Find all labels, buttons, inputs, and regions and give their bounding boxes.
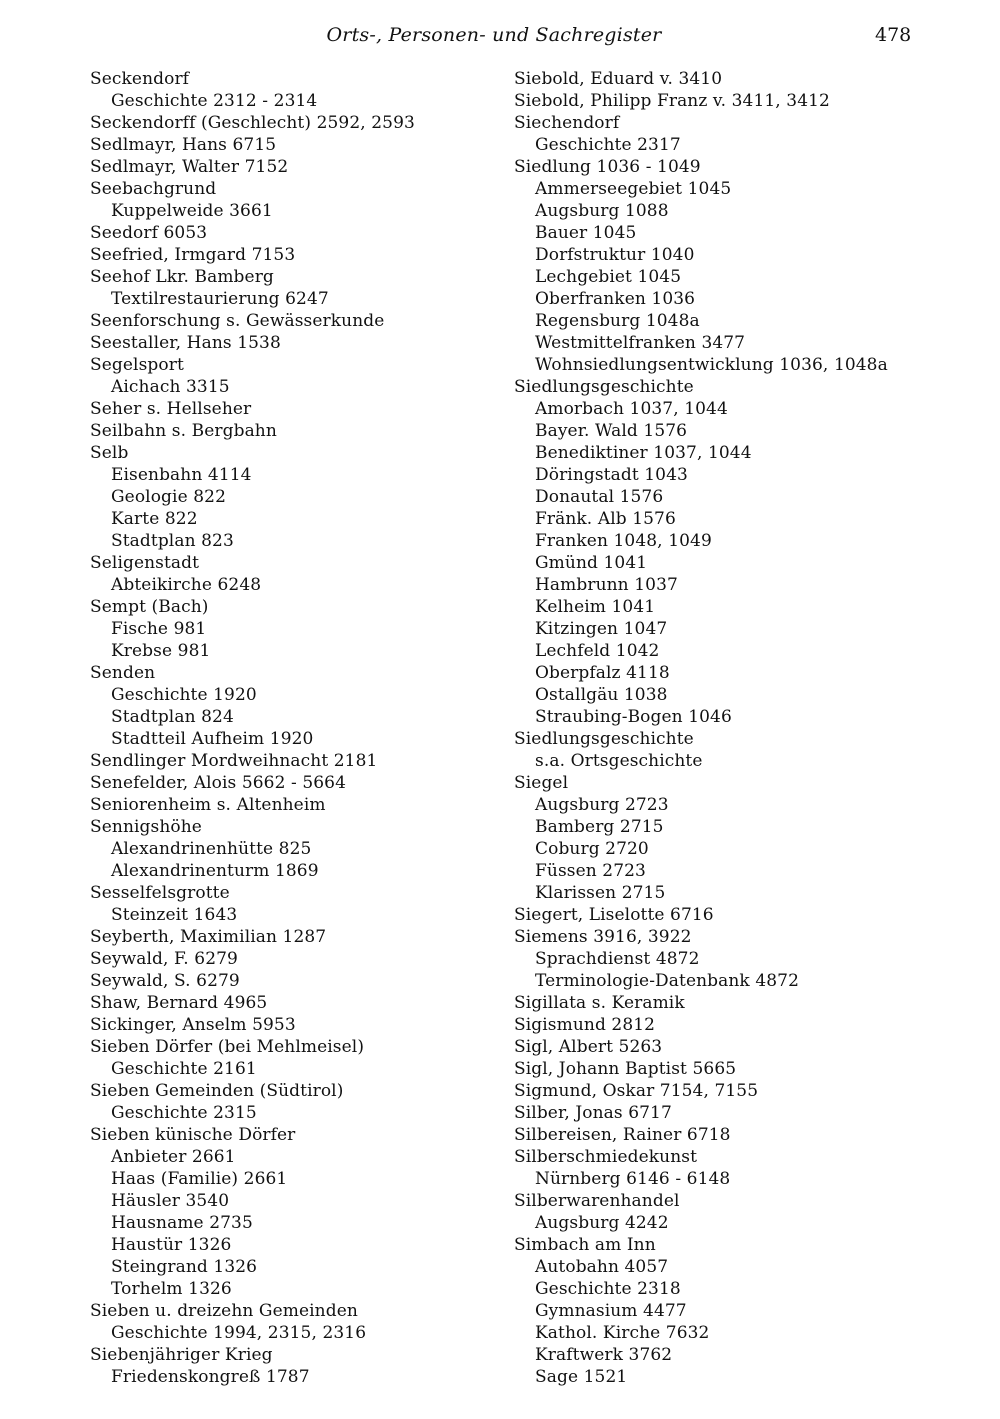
index-subentry: Aichach 3315 — [111, 377, 230, 397]
index-subentry: Amorbach 1037, 1044 — [535, 399, 728, 419]
index-entry: Selb — [90, 443, 129, 463]
index-entry: Seckendorf — [90, 69, 190, 89]
index-entry: Siebold, Philipp Franz v. 3411, 3412 — [514, 91, 830, 111]
index-entry: Senden — [90, 663, 156, 683]
index-entry: Senefelder, Alois 5662 - 5664 — [90, 773, 347, 793]
index-subentry: Oberfranken 1036 — [535, 289, 696, 309]
index-entry: Seestaller, Hans 1538 — [90, 333, 281, 353]
index-subentry: Kraftwerk 3762 — [535, 1345, 673, 1365]
index-subentry: Textilrestaurierung 6247 — [111, 289, 329, 309]
index-subentry: Torhelm 1326 — [111, 1279, 232, 1299]
index-entry: Seenforschung s. Gewässerkunde — [90, 311, 385, 331]
index-subentry: Geschichte 1994, 2315, 2316 — [111, 1323, 367, 1343]
index-subentry: s.a. Ortsgeschichte — [535, 751, 703, 771]
index-subentry: Fische 981 — [111, 619, 207, 639]
index-subentry: Nürnberg 6146 - 6148 — [535, 1169, 731, 1189]
index-subentry: Straubing-Bogen 1046 — [535, 707, 732, 727]
index-subentry: Hambrunn 1037 — [535, 575, 678, 595]
index-entry: Seywald, F. 6279 — [90, 949, 238, 969]
index-entry: Seebachgrund — [90, 179, 217, 199]
index-entry: Siegert, Liselotte 6716 — [514, 905, 714, 925]
index-subentry: Fränk. Alb 1576 — [535, 509, 676, 529]
index-subentry: Terminologie-Datenbank 4872 — [535, 971, 799, 991]
index-subentry: Augsburg 1088 — [535, 201, 669, 221]
index-subentry: Coburg 2720 — [535, 839, 649, 859]
index-subentry: Haas (Familie) 2661 — [111, 1169, 288, 1189]
index-entry: Seehof Lkr. Bamberg — [90, 267, 274, 287]
index-subentry: Kathol. Kirche 7632 — [535, 1323, 710, 1343]
index-entry: Sesselfelsgrotte — [90, 883, 230, 903]
index-subentry: Bayer. Wald 1576 — [535, 421, 688, 441]
index-entry: Silberschmiedekunst — [514, 1147, 697, 1167]
index-subentry: Gymnasium 4477 — [535, 1301, 687, 1321]
index-entry: Seedorf 6053 — [90, 223, 208, 243]
index-subentry: Lechgebiet 1045 — [535, 267, 682, 287]
index-subentry: Geschichte 2317 — [535, 135, 681, 155]
index-entry: Seilbahn s. Bergbahn — [90, 421, 277, 441]
index-entry: Siedlungsgeschichte — [514, 729, 694, 749]
index-entry: Seligenstadt — [90, 553, 200, 573]
index-subentry: Alexandrinenturm 1869 — [111, 861, 319, 881]
index-subentry: Döringstadt 1043 — [535, 465, 688, 485]
index-entry: Siegel — [514, 773, 569, 793]
index-entry: Sigl, Johann Baptist 5665 — [514, 1059, 737, 1079]
index-entry: Seyberth, Maximilian 1287 — [90, 927, 327, 947]
index-subentry: Stadtplan 823 — [111, 531, 234, 551]
index-entry: Seckendorff (Geschlecht) 2592, 2593 — [90, 113, 415, 133]
page-number: 478 — [875, 24, 912, 46]
index-subentry: Steinzeit 1643 — [111, 905, 238, 925]
index-subentry: Sprachdienst 4872 — [535, 949, 700, 969]
index-entry: Sigmund, Oskar 7154, 7155 — [514, 1081, 759, 1101]
index-subentry: Ostallgäu 1038 — [535, 685, 668, 705]
index-subentry: Abteikirche 6248 — [111, 575, 262, 595]
index-subentry: Bauer 1045 — [535, 223, 637, 243]
index-subentry: Füssen 2723 — [535, 861, 646, 881]
index-subentry: Klarissen 2715 — [535, 883, 666, 903]
index-subentry: Sage 1521 — [535, 1367, 628, 1387]
index-subentry: Bamberg 2715 — [535, 817, 664, 837]
index-entry: Siemens 3916, 3922 — [514, 927, 692, 947]
index-subentry: Westmittelfranken 3477 — [535, 333, 746, 353]
index-subentry: Augsburg 2723 — [535, 795, 669, 815]
index-entry: Sigl, Albert 5263 — [514, 1037, 663, 1057]
running-header-title: Orts-, Personen- und Sachregister — [326, 24, 662, 46]
index-entry: Shaw, Bernard 4965 — [90, 993, 268, 1013]
index-subentry: Gmünd 1041 — [535, 553, 648, 573]
index-subentry: Häusler 3540 — [111, 1191, 230, 1211]
index-entry: Simbach am Inn — [514, 1235, 656, 1255]
index-entry: Sieben Dörfer (bei Mehlmeisel) — [90, 1037, 365, 1057]
index-entry: Silbereisen, Rainer 6718 — [514, 1125, 731, 1145]
index-entry: Seher s. Hellseher — [90, 399, 252, 419]
index-subentry: Anbieter 2661 — [111, 1147, 236, 1167]
index-subentry: Oberpfalz 4118 — [535, 663, 670, 683]
index-entry: Sempt (Bach) — [90, 597, 209, 617]
index-entry: Silberwarenhandel — [514, 1191, 680, 1211]
index-entry: Siedlung 1036 - 1049 — [514, 157, 701, 177]
index-subentry: Geschichte 2315 — [111, 1103, 257, 1123]
index-subentry: Karte 822 — [111, 509, 198, 529]
index-column-left — [90, 68, 500, 1388]
index-subentry: Benediktiner 1037, 1044 — [535, 443, 752, 463]
index-entry: Sieben u. dreizehn Gemeinden — [90, 1301, 358, 1321]
index-entry: Sigismund 2812 — [514, 1015, 656, 1035]
index-subentry: Donautal 1576 — [535, 487, 664, 507]
index-entry: Seywald, S. 6279 — [90, 971, 240, 991]
index-entry: Siechendorf — [514, 113, 620, 133]
index-subentry: Alexandrinenhütte 825 — [111, 839, 312, 859]
index-column-right — [514, 68, 954, 1388]
index-entry: Sieben Gemeinden (Südtirol) — [90, 1081, 344, 1101]
index-entry: Siedlungsgeschichte — [514, 377, 694, 397]
index-subentry: Geschichte 2318 — [535, 1279, 681, 1299]
index-subentry: Ammerseegebiet 1045 — [535, 179, 732, 199]
index-subentry: Eisenbahn 4114 — [111, 465, 252, 485]
index-entry: Segelsport — [90, 355, 184, 375]
index-subentry: Kelheim 1041 — [535, 597, 656, 617]
index-subentry: Geschichte 2312 - 2314 — [111, 91, 318, 111]
index-subentry: Dorfstruktur 1040 — [535, 245, 695, 265]
index-subentry: Geschichte 2161 — [111, 1059, 257, 1079]
index-entry: Sigillata s. Keramik — [514, 993, 685, 1013]
index-subentry: Geschichte 1920 — [111, 685, 257, 705]
index-subentry: Kitzingen 1047 — [535, 619, 668, 639]
index-entry: Siebenjähriger Krieg — [90, 1345, 273, 1365]
index-subentry: Steingrand 1326 — [111, 1257, 258, 1277]
index-entry: Seefried, Irmgard 7153 — [90, 245, 296, 265]
index-entry: Seniorenheim s. Altenheim — [90, 795, 326, 815]
index-subentry: Stadtplan 824 — [111, 707, 234, 727]
index-subentry: Lechfeld 1042 — [535, 641, 660, 661]
index-subentry: Franken 1048, 1049 — [535, 531, 712, 551]
index-subentry: Krebse 981 — [111, 641, 211, 661]
index-subentry: Hausname 2735 — [111, 1213, 253, 1233]
index-subentry: Geologie 822 — [111, 487, 226, 507]
index-subentry: Regensburg 1048a — [535, 311, 700, 331]
index-entry: Sedlmayr, Hans 6715 — [90, 135, 277, 155]
index-entry: Sendlinger Mordweihnacht 2181 — [90, 751, 378, 771]
index-subentry: Friedenskongreß 1787 — [111, 1367, 310, 1387]
index-subentry: Augsburg 4242 — [535, 1213, 669, 1233]
index-entry: Sieben künische Dörfer — [90, 1125, 296, 1145]
index-entry: Silber, Jonas 6717 — [514, 1103, 672, 1123]
index-subentry: Haustür 1326 — [111, 1235, 232, 1255]
index-subentry: Stadtteil Aufheim 1920 — [111, 729, 314, 749]
index-entry: Sedlmayr, Walter 7152 — [90, 157, 289, 177]
index-entry: Siebold, Eduard v. 3410 — [514, 69, 723, 89]
index-subentry: Autobahn 4057 — [535, 1257, 669, 1277]
index-entry: Sickinger, Anselm 5953 — [90, 1015, 296, 1035]
index-entry: Sennigshöhe — [90, 817, 202, 837]
index-subentry: Wohnsiedlungsentwicklung 1036, 1048a — [535, 355, 888, 375]
index-subentry: Kuppelweide 3661 — [111, 201, 273, 221]
